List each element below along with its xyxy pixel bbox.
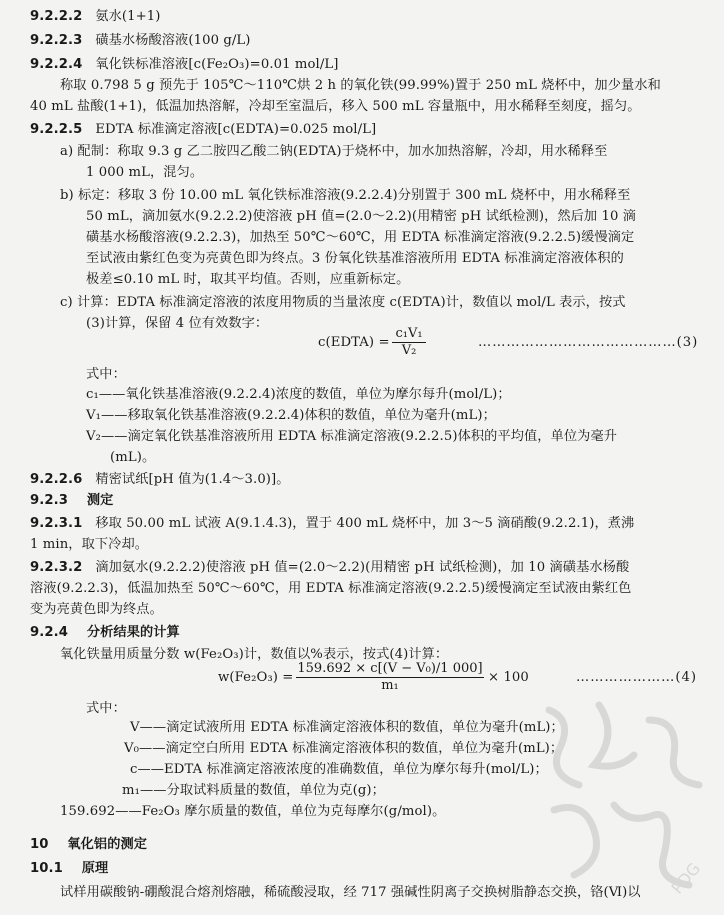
section-title: 原理 xyxy=(81,861,109,876)
clause-9-2-2-3 xyxy=(30,32,251,50)
clause-text: 氧化铁标准溶液[c(Fe₂O₃)=0.01 mol/L] xyxy=(95,57,339,72)
equation-lhs: w(Fe₂O₃) = xyxy=(218,670,294,685)
section-number: 9.2.3 xyxy=(30,493,69,508)
paragraph-line: 磺基水杨酸溶液(9.2.2.3)，加热至 50℃～60℃，用 EDTA 标准滴定溶液(9.2.2.5)缓慢滴定 xyxy=(86,230,635,245)
equation-fraction xyxy=(392,326,426,359)
equation-number: ……………………………………(3) xyxy=(478,335,699,350)
fraction-numerator: 159.692 × c[(V − V₀)/1 000] xyxy=(297,661,483,676)
equation-lhs: c(EDTA) = xyxy=(318,335,390,350)
variable-def: V——滴定试液所用 EDTA 标准滴定溶液体积的数值，单位为毫升(mL)； xyxy=(130,720,564,735)
section-title: 分析结果的计算 xyxy=(86,625,180,640)
clause-number: 9.2.2.5 xyxy=(30,122,83,137)
fraction-numerator: c₁V₁ xyxy=(395,326,423,341)
variable-def: c——EDTA 标准滴定溶液浓度的准确数值，单位为摩尔每升(mol/L)； xyxy=(130,762,548,777)
section-title: 氧化铝的测定 xyxy=(67,837,148,852)
clause-text: 移取 50.00 mL 试液 A(9.1.4.3)，置于 400 mL 烧杯中，加 3～5 滴硝酸(9.2.2.1)，煮沸 xyxy=(95,516,635,531)
paragraph-line: 40 mL 盐酸(1+1)，低温加热溶解，冷却至室温后，移入 500 mL 容量瓶中，用水稀释至刻度，摇匀。 xyxy=(30,99,641,114)
list-item-a: a) 配制：称取 9.3 g 乙二胺四乙酸二钠(EDTA)于烧杯中，加水加热溶解，冷却，用水稀释至 xyxy=(60,144,608,159)
section-number: 9.2.4 xyxy=(30,625,69,640)
clause-9-2-2-4 xyxy=(30,56,339,74)
paragraph-line: 50 mL，滴加氨水(9.2.2.2)使溶液 pH 值=(2.0～2.2)(用精密 pH 试纸检测)，然后加 10 滴 xyxy=(86,209,637,224)
paragraph-line: 试样用碳酸钠-硼酸混合熔剂熔融，稀硫酸浸取，经 717 强碱性阴离子交换树脂静态交换，铬(Ⅵ)以 xyxy=(60,885,641,900)
watermark-seal xyxy=(529,690,714,910)
paragraph-line: 1 min，取下冷却。 xyxy=(30,537,149,552)
fraction-denominator: m₁ xyxy=(296,677,484,694)
paragraph-line: 氧化铁量用质量分数 w(Fe₂O₃)计，数值以%表示，按式(4)计算： xyxy=(60,647,449,662)
where-label: 式中： xyxy=(86,701,126,716)
section-9-2-3 xyxy=(30,492,113,510)
list-item-b: b) 标定：移取 3 份 10.00 mL 氧化铁标准溶液(9.2.2.4)分别置于 300 mL 烧杯中，用水稀释至 xyxy=(60,188,631,203)
variable-def: c₁——氧化铁基准溶液(9.2.2.4)浓度的数值，单位为摩尔每升(mol/L)； xyxy=(86,387,511,402)
equation-fraction xyxy=(296,661,484,694)
section-9-2-4 xyxy=(30,624,180,642)
equation-number: …………………(4) xyxy=(576,670,697,685)
clause-text: EDTA 标准滴定溶液[c(EDTA)=0.025 mol/L] xyxy=(95,122,377,137)
clause-text: 氨水(1+1) xyxy=(95,9,161,24)
paragraph-line: 称取 0.798 5 g 预先于 105℃～110℃烘 2 h 的氧化铁(99.99%)置于 250 mL 烧杯中，加少量水和 xyxy=(60,78,661,93)
clause-text: 磺基水杨酸溶液(100 g/L) xyxy=(95,33,251,48)
paragraph-line: 1 000 mL，混匀。 xyxy=(86,165,204,180)
clause-number: 9.2.2.3 xyxy=(30,33,83,48)
clause-number: 9.2.3.1 xyxy=(30,516,83,531)
clause-number: 9.2.2.6 xyxy=(30,472,83,487)
clause-text: 精密试纸[pH 值为(1.4～3.0)]。 xyxy=(95,472,290,487)
clause-9-2-3-2 xyxy=(30,559,629,577)
paragraph-line: 变为亮黄色即为终点。 xyxy=(30,602,163,617)
section-number: 10.1 xyxy=(30,861,63,876)
variable-def: V₁——移取氧化铁基准溶液(9.2.2.4)体积的数值，单位为毫升(mL)； xyxy=(86,408,496,423)
section-10-1 xyxy=(30,860,108,878)
fraction-denominator: V₂ xyxy=(392,342,426,359)
clause-9-2-2-2 xyxy=(30,8,161,26)
variable-def: 159.692——Fe₂O₃ 摩尔质量的数值，单位为克每摩尔(g/mol)。 xyxy=(60,804,446,819)
variable-def: V₂——滴定氧化铁基准溶液所用 EDTA 标准滴定溶液(9.2.2.5)体积的平均值，单位为毫升 xyxy=(86,429,618,444)
clause-number: 9.2.3.2 xyxy=(30,560,83,575)
clause-number: 9.2.2.4 xyxy=(30,57,83,72)
paragraph-line: 至试液由紫红色变为亮黄色即为终点。3 份氧化铁基准溶液所用 EDTA 标准滴定溶液体积的 xyxy=(86,251,624,266)
variable-def: m₁——分取试料质量的数值，单位为克(g)； xyxy=(122,783,385,798)
paragraph-line: (mL)。 xyxy=(110,450,156,465)
watermark-text: PDG xyxy=(667,859,705,898)
paragraph-line: 极差≤0.10 mL 时，取其平均值。否则，应重新标定。 xyxy=(86,272,410,287)
paragraph-line: (3)计算，保留 4 位有效数字： xyxy=(86,316,269,331)
clause-9-2-3-1 xyxy=(30,515,634,533)
list-item-c: c) 计算：EDTA 标准滴定溶液的浓度用物质的当量浓度 c(EDTA)计，数值以 mol/L 表示，按式 xyxy=(60,295,626,310)
where-label: 式中： xyxy=(86,367,126,382)
variable-def: V₀——滴定空白所用 EDTA 标准滴定溶液体积的数值，单位为毫升(mL)； xyxy=(124,741,564,756)
section-number: 10 xyxy=(30,837,49,852)
clause-text: 滴加氨水(9.2.2.2)使溶液 pH 值=(2.0～2.2)(用精密 pH 试纸检测)，加 10 滴磺基水杨酸 xyxy=(95,560,630,575)
equation-multiplier: × 100 xyxy=(488,670,529,685)
clause-number: 9.2.2.2 xyxy=(30,9,83,24)
clause-9-2-2-6 xyxy=(30,471,290,489)
paragraph-line: 溶液(9.2.2.3)，低温加热至 50℃～60℃，用 EDTA 标准滴定溶液(9.2.2.5)缓慢滴定至试液由紫红色 xyxy=(30,581,632,596)
clause-9-2-2-5 xyxy=(30,121,376,139)
section-title: 测定 xyxy=(86,493,114,508)
section-10 xyxy=(30,836,147,854)
